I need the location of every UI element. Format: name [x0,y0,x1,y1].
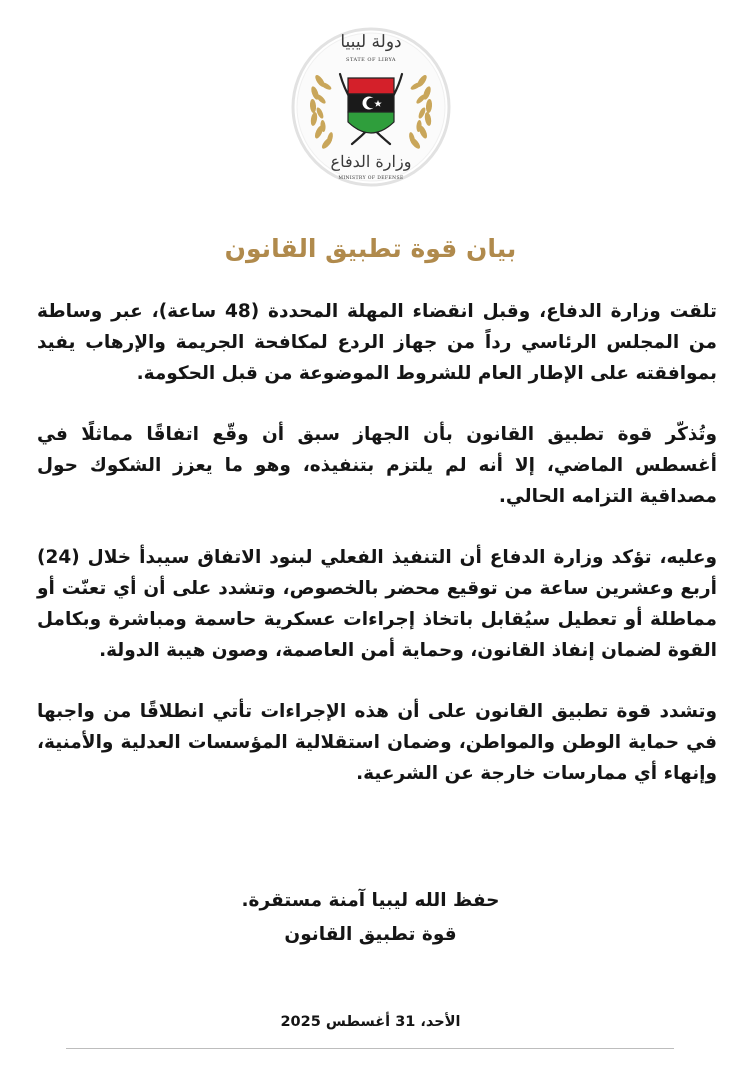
emblem-english-ministry: MINISTRY OF DEFENSE [338,176,404,181]
paragraph-4: وتشدد قوة تطبيق القانون على أن هذه الإجراءات تأتي انطلاقًا من واجبها في حماية الوطن والمواطن، وضمان استقلالية المؤسسات العدلية والأمنية، وإنهاء أي ممارسات خارجة عن الشرعية. [37,701,717,784]
statement-body [37,296,717,789]
statement-date: الأحد، 31 أغسطس 2025 [280,1014,461,1030]
statement-title: بيان قوة تطبيق القانون [224,234,517,263]
closing-line: حفظ الله ليبيا آمنة مستقرة. [241,890,500,911]
paragraph-3: وعليه، تؤكد وزارة الدفاع أن التنفيذ الفعلي لبنود الاتفاق سيبدأ خلال (24) أربع وعشرين ساعة من توقيع محضر بالخصوص، وتشدد على أن أي تعنّت أو مماطلة أو تعطيل سيُقابل باتخاذ إجراءات عسكرية حاسمة ومباشرة وبكامل القوة لضمان إنفاذ القانون، وحماية أمن العاصمة، وصون هيبة الدولة. [37,547,717,661]
ministry-emblem [290,26,452,188]
signatory: قوة تطبيق القانون [284,924,457,945]
statement-closing [0,884,741,952]
emblem-arabic-state: دولة ليبيا [340,32,402,52]
paragraph-2: وتُذكّر قوة تطبيق القانون بأن الجهاز سبق أن وقّع اتفاقًا مماثلًا في أغسطس الماضي، إلا أنه لم يلتزم بتنفيذه، وهو ما يعزز الشكوك حول مصداقية التزامه الحالي. [37,424,717,507]
footer-divider [66,1048,674,1049]
emblem-english-state: STATE OF LIBYA [346,57,396,63]
emblem-arabic-ministry: وزارة الدفاع [330,152,412,171]
paragraph-1: تلقت وزارة الدفاع، وقبل انقضاء المهلة المحددة (48 ساعة)، عبر وساطة من المجلس الرئاسي رداً من جهاز الردع لمكافحة الجريمة والإرهاب يفيد بموافقته على الإطار العام للشروط الموضوعة من قبل الحكومة. [37,301,717,384]
